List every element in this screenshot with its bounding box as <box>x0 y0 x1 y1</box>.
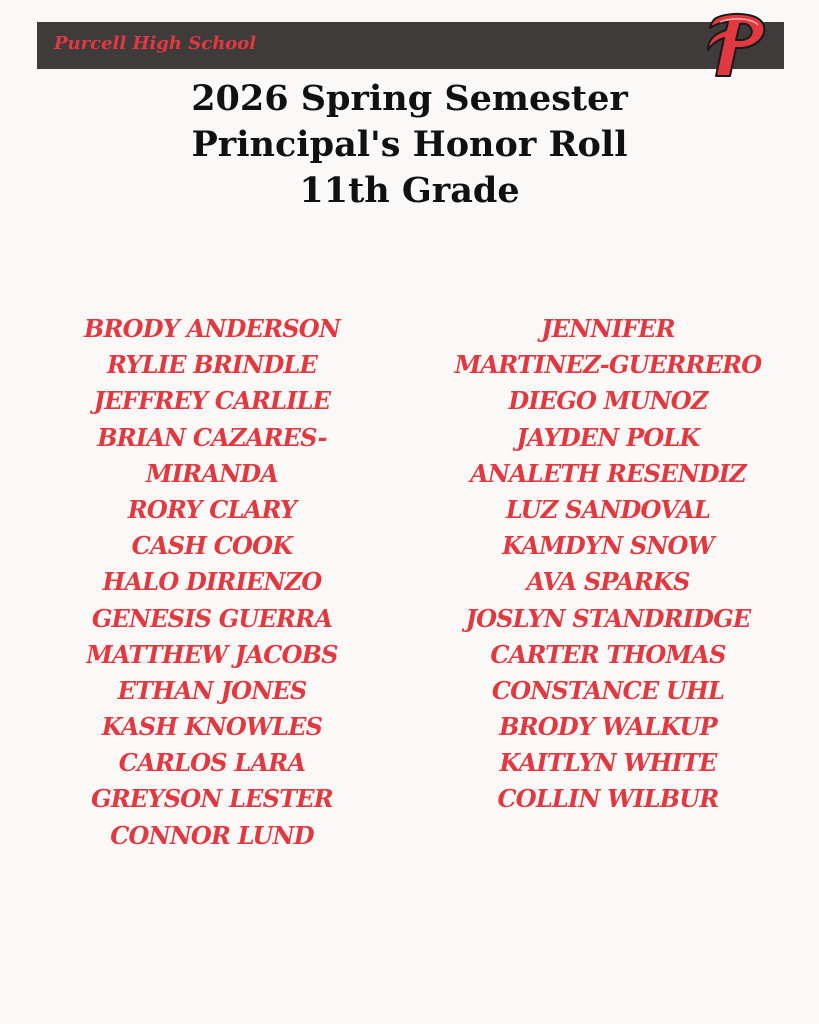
student-name: JOSLYN STANDRIDGE <box>465 603 751 633</box>
student-name: CARTER THOMAS <box>490 639 726 669</box>
purcell-p-logo-icon <box>702 10 772 80</box>
names-column-right <box>440 311 776 818</box>
student-name: CONNOR LUND <box>110 820 314 850</box>
student-name: RORY CLARY <box>127 494 297 524</box>
student-name: BRIAN CAZARES- <box>97 422 327 452</box>
title-semester: 2026 Spring Semester <box>191 78 628 119</box>
student-name: JAYDEN POLK <box>516 422 700 452</box>
student-name: CARLOS LARA <box>118 748 306 778</box>
student-name: KAITLYN WHITE <box>499 748 717 778</box>
student-name: COLLIN WILBUR <box>497 784 719 814</box>
student-name: MATTHEW JACOBS <box>86 639 338 669</box>
student-name: GREYSON LESTER <box>91 784 333 814</box>
student-name: MIRANDA <box>145 458 279 488</box>
student-name: LUZ SANDOVAL <box>505 494 711 524</box>
student-name: KAMDYN SNOW <box>502 531 714 561</box>
student-name: BRODY ANDERSON <box>83 314 341 343</box>
student-name: CONSTANCE UHL <box>491 675 725 705</box>
student-name: ANALETH RESENDIZ <box>470 458 746 488</box>
student-name: JENNIFER <box>541 314 675 343</box>
student-name: CASH COOK <box>131 531 293 561</box>
student-name: JEFFREY CARLILE <box>93 386 331 416</box>
student-name: HALO DIRIENZO <box>102 567 322 597</box>
page-title <box>0 76 819 214</box>
student-name: BRODY WALKUP <box>499 712 717 742</box>
student-name: AVA SPARKS <box>526 567 690 597</box>
student-name: ETHAN JONES <box>117 675 307 705</box>
school-name: Purcell High School <box>54 33 257 54</box>
student-name: GENESIS GUERRA <box>91 603 333 633</box>
title-honor-roll: Principal's Honor Roll <box>191 124 628 165</box>
names-column-left <box>62 311 362 854</box>
student-name: KASH KNOWLES <box>101 712 323 742</box>
student-name: DIEGO MUNOZ <box>508 386 708 416</box>
student-name: RYLIE BRINDLE <box>106 350 318 380</box>
title-grade: 11th Grade <box>299 170 520 211</box>
header-bar <box>37 22 784 69</box>
student-name: MARTINEZ-GUERRERO <box>454 350 762 380</box>
